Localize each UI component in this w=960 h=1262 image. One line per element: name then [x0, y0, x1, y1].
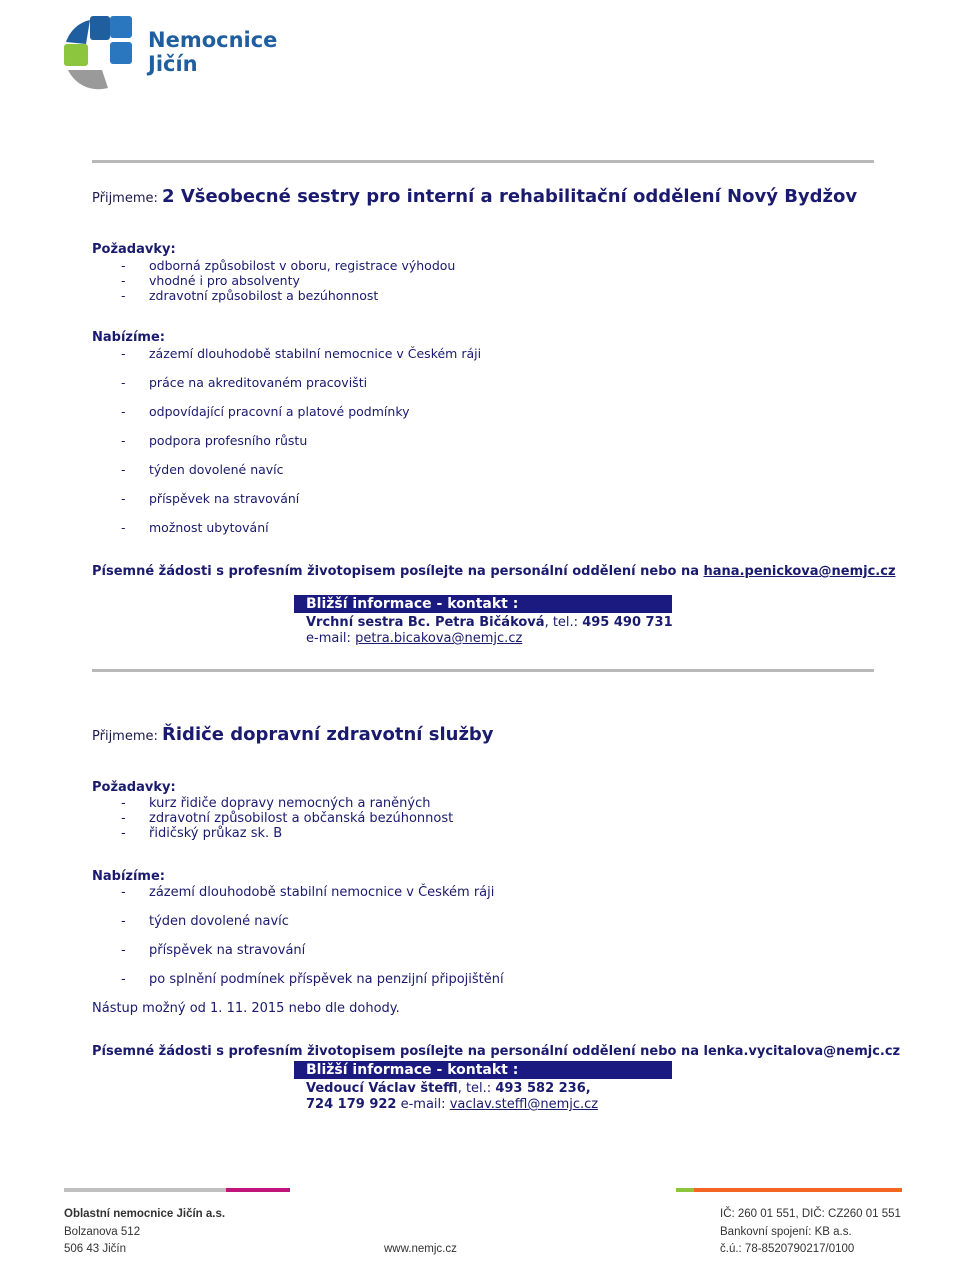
job1-title: 2 Všeobecné sestry pro interní a rehabilitační oddělení Nový Bydžov: [162, 186, 858, 207]
job1-offer-text: možnost ubytování: [149, 520, 269, 535]
job2-offer-item: - příspěvek na stravování: [121, 943, 306, 958]
job1-req-text: vhodné i pro absolventy: [149, 273, 300, 288]
divider-middle: [92, 669, 874, 672]
job2-offer-text: zázemí dlouhodobě stabilní nemocnice v Českém ráji: [149, 885, 495, 900]
job2-req-text: zdravotní způsobilost a občanská bezúhonnost: [149, 811, 454, 826]
footer-bar-gray: [64, 1188, 226, 1192]
job1-offer-item: - zázemí dlouhodobě stabilní nemocnice v Českém ráji: [121, 346, 482, 361]
job2-req-item: - zdravotní způsobilost a občanská bezúhonnost: [121, 811, 454, 826]
job2-offer-item: - po splnění podmínek příspěvek na penzijní připojištění: [121, 972, 504, 987]
footer-city: 506 43 Jičín: [64, 1243, 127, 1255]
job1-offer-text: práce na akreditovaném pracovišti: [149, 375, 368, 390]
job2-contact-tel2: 724 179 922: [306, 1097, 397, 1112]
job1-offer-item: - možnost ubytování: [121, 520, 269, 535]
job2-req-item: - řidičský průkaz sk. B: [121, 826, 283, 841]
job1-offer-item: - příspěvek na stravování: [121, 491, 300, 506]
job1-req-item: - odborná způsobilost v oboru, registrace výhodou: [121, 258, 456, 273]
job2-contact-line: [306, 1081, 591, 1096]
job2-apply-text: Písemné žádosti s profesním životopisem posílejte na personální oddělení nebo na lenka.vycitalova@nemjc.cz: [92, 1044, 901, 1059]
job1-req-text: odborná způsobilost v oboru, registrace výhodou: [149, 258, 456, 273]
job1-offer-item: - podpora profesního růstu: [121, 433, 308, 448]
job1-offer-item: - odpovídající pracovní a platové podmínky: [121, 404, 410, 419]
job1-req-item: - zdravotní způsobilost a bezúhonnost: [121, 288, 379, 303]
job2-email-line: [306, 1097, 598, 1112]
job2-contact-email-link[interactable]: vaclav.steffl@nemjc.cz: [449, 1097, 599, 1112]
job2-offer-item: - zázemí dlouhodobě stabilní nemocnice v Českém ráji: [121, 885, 495, 900]
job2-offers-label: Nabízíme:: [92, 869, 165, 884]
job2-heading: [92, 724, 494, 745]
job2-offer-text: příspěvek na stravování: [149, 943, 306, 958]
job2-requirements-label: Požadavky:: [92, 780, 176, 795]
job1-offer-text: týden dovolené navíc: [149, 462, 284, 477]
logo-line2: Jičín: [148, 52, 198, 76]
job2-title: Řidiče dopravní zdravotní služby: [162, 724, 494, 745]
job1-apply: [92, 564, 896, 579]
footer-street: Bolzanova 512: [64, 1226, 141, 1238]
footer-web-link[interactable]: www.nemjc.cz: [384, 1243, 457, 1255]
job1-contact-tel: 495 490 731: [582, 615, 673, 630]
job2-contact-tel: 493 582 236,: [495, 1081, 591, 1096]
job1-contact-email-link[interactable]: petra.bicakova@nemjc.cz: [355, 631, 523, 646]
footer-bank: Bankovní spojení: KB a.s.: [720, 1226, 852, 1238]
job2-offer-text: týden dovolené navíc: [149, 914, 289, 929]
divider-top: [92, 160, 874, 163]
logo-line1: Nemocnice: [148, 28, 278, 52]
footer-org-name: Oblastní nemocnice Jičín a.s.: [64, 1208, 226, 1220]
job2-start-note: Nástup možný od 1. 11. 2015 nebo dle dohody.: [92, 1001, 400, 1016]
logo-text: [148, 28, 277, 76]
job1-offer-item: - týden dovolené navíc: [121, 462, 284, 477]
job1-apply-email-link[interactable]: hana.penickova@nemjc.cz: [703, 564, 896, 579]
footer-ic-dic: IČ: 260 01 551, DIČ: CZ260 01 551: [720, 1208, 901, 1220]
job1-heading: [92, 186, 857, 207]
job2-req-text: řidičský průkaz sk. B: [149, 826, 283, 841]
job2-email-label: e-mail:: [400, 1097, 446, 1112]
job1-offer-text: příspěvek na stravování: [149, 491, 300, 506]
job1-prefix: Přijmeme:: [92, 191, 158, 206]
footer-account: č.ú.: 78-8520790217/0100: [720, 1243, 855, 1255]
job1-contact-line: [306, 615, 673, 630]
logo-cross-icon: [62, 14, 152, 92]
footer-bar-magenta: [226, 1188, 290, 1192]
job1-contact-person: Vrchní sestra Bc. Petra Bičáková: [306, 615, 545, 630]
job1-req-text: zdravotní způsobilost a bezúhonnost: [149, 288, 379, 303]
job2-offer-item: - týden dovolené navíc: [121, 914, 289, 929]
job1-offer-text: odpovídající pracovní a platové podmínky: [149, 404, 410, 419]
job1-req-item: - vhodné i pro absolventy: [121, 273, 300, 288]
job1-requirements-label: Požadavky:: [92, 242, 176, 257]
job1-email-line: [306, 631, 522, 646]
job1-offer-text: podpora profesního růstu: [149, 433, 308, 448]
job2-offer-text: po splnění podmínek příspěvek na penzijní připojištění: [149, 972, 504, 987]
job1-offers-label: Nabízíme:: [92, 330, 165, 345]
footer-bar-orange: [694, 1188, 902, 1192]
job1-apply-text: Písemné žádosti s profesním životopisem posílejte na personální oddělení nebo na: [92, 564, 699, 579]
job2-prefix: Přijmeme:: [92, 729, 158, 744]
job1-email-label: e-mail:: [306, 631, 351, 646]
job1-offer-text: zázemí dlouhodobě stabilní nemocnice v Českém ráji: [149, 346, 482, 361]
footer-bar-green: [676, 1188, 694, 1192]
job1-contact-bar: Bližší informace - kontakt :: [294, 595, 672, 613]
job1-tel-label: , tel.:: [544, 615, 579, 630]
job2-contact-person: Vedoucí Václav šteffl: [306, 1081, 458, 1096]
job2-contact-bar: Bližší informace - kontakt :: [294, 1061, 672, 1079]
job2-tel-label: , tel.:: [457, 1081, 492, 1096]
job2-req-text: kurz řidiče dopravy nemocných a raněných: [149, 796, 431, 811]
job2-req-item: - kurz řidiče dopravy nemocných a raněných: [121, 796, 431, 811]
job1-offer-item: - práce na akreditovaném pracovišti: [121, 375, 368, 390]
